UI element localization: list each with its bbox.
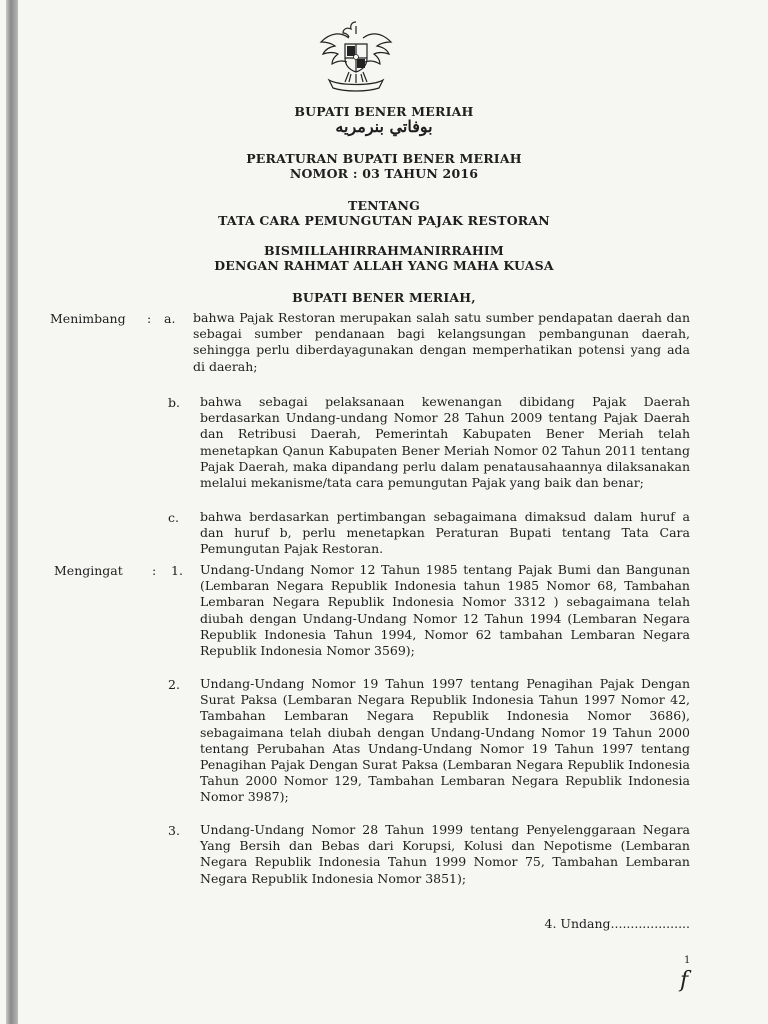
menimbang-colon: : bbox=[147, 311, 152, 326]
regent-title: BUPATI BENER MERIAH bbox=[294, 104, 474, 119]
regent-title-jawi: بوفاتي بنرمريه bbox=[335, 117, 433, 136]
menimbang-marker-a: a. bbox=[164, 311, 176, 326]
regulation-number: NOMOR : 03 TAHUN 2016 bbox=[289, 166, 479, 181]
mengingat-marker-3: 3. bbox=[168, 823, 180, 838]
mengingat-marker-1: 1. bbox=[171, 563, 183, 578]
regulation-title: PERATURAN BUPATI BENER MERIAH bbox=[246, 151, 522, 166]
mengingat-item-3: Undang-Undang Nomor 28 Tahun 1999 tentang Penyelenggaraan Negara Yang Bersih dan Bebas dari Korupsi, Kolusi dan Nepotisme (Lembaran Negara Republik Indonesia Tahun 1999 Nomor 75, Tambahan Lembaran Negara Republik Indonesia Nomor 3851); bbox=[200, 822, 690, 886]
scan-edge-shadow bbox=[6, 0, 18, 1024]
menimbang-item-a: bahwa Pajak Restoran merupakan salah satu sumber pendapatan daerah dan sebagai sumber pendanaan bagi kelangsungan pembangunan daerah, sehingga perlu diberdayagunakan dengan memperhatikan potensi yang ada di daerah; bbox=[193, 310, 690, 374]
mercy-line: DENGAN RAHMAT ALLAH YANG MAHA KUASA bbox=[214, 258, 554, 273]
paraf-initial: f bbox=[680, 968, 689, 993]
menimbang-marker-b: b. bbox=[168, 395, 180, 410]
mengingat-label: Mengingat bbox=[54, 563, 123, 578]
about-subject: TATA CARA PEMUNGUTAN PAJAK RESTORAN bbox=[218, 213, 550, 228]
continuation-marker: 4. Undang.................... bbox=[544, 916, 690, 931]
menimbang-item-b: bahwa sebagai pelaksanaan kewenangan dibidang Pajak Daerah berdasarkan Undang-undang Nomor 28 Tahun 2009 tentang Pajak Daerah dan Retribusi Daerah, Pemerintah Kabupaten Bener Meriah telah menetapkan Qanun Kabupaten Bener Meriah Nomor 02 Tahun 2011 tentang Pajak Daerah, maka dipandang perlu dalam penatausahaannya dilaksanakan melalui mekanisme/tata cara pemungutan Pajak yang baik dan benar; bbox=[200, 394, 690, 491]
mengingat-colon: : bbox=[152, 563, 157, 578]
about-label: TENTANG bbox=[347, 198, 421, 213]
menimbang-label: Menimbang bbox=[50, 311, 126, 326]
menimbang-item-c: bahwa berdasarkan pertimbangan sebagaimana dimaksud dalam huruf a dan huruf b, perlu menetapkan Peraturan Bupati tentang Tata Cara Pemungutan Pajak Restoran. bbox=[200, 509, 690, 557]
basmalah: BISMILLAHIRRAHMANIRRAHIM bbox=[264, 243, 504, 258]
mengingat-marker-2: 2. bbox=[168, 677, 180, 692]
mengingat-item-1: Undang-Undang Nomor 12 Tahun 1985 tentang Pajak Bumi dan Bangunan (Lembaran Negara Republik Indonesia tahun 1985 Nomor 68, Tambahan Lembaran Negara Republik Indonesia Nomor 3312 ) sebagaimana telah diubah dengan Undang-Undang Nomor 12 Tahun 1994 (Lembaran Negara Republik Indonesia Tahun 1994, Nomor 62 tambahan Lembaran Negara Republik Indonesia Nomor 3569); bbox=[200, 562, 690, 659]
garuda-emblem-icon bbox=[311, 16, 401, 98]
regent-signatory: BUPATI BENER MERIAH, bbox=[292, 290, 476, 305]
page-number: 1 bbox=[684, 955, 691, 966]
menimbang-marker-c: c. bbox=[168, 510, 179, 525]
mengingat-item-2: Undang-Undang Nomor 19 Tahun 1997 tentang Penagihan Pajak Dengan Surat Paksa (Lembaran Negara Republik Indonesia Tahun 1997 Nomor 42, Tambahan Lembaran Negara Republik Indonesia Nomor 3686), sebagaimana telah diubah dengan Undang-Undang Nomor 19 Tahun 2000 tentang Perubahan Atas Undang-Undang Nomor 19 Tahun 1997 tentang Penagihan Pajak Dengan Surat Paksa (Lembaran Negara Republik Indonesia Tahun 2000 Nomor 129, Tambahan Lembaran Negara Republik Indonesia Nomor 3987); bbox=[200, 676, 690, 805]
